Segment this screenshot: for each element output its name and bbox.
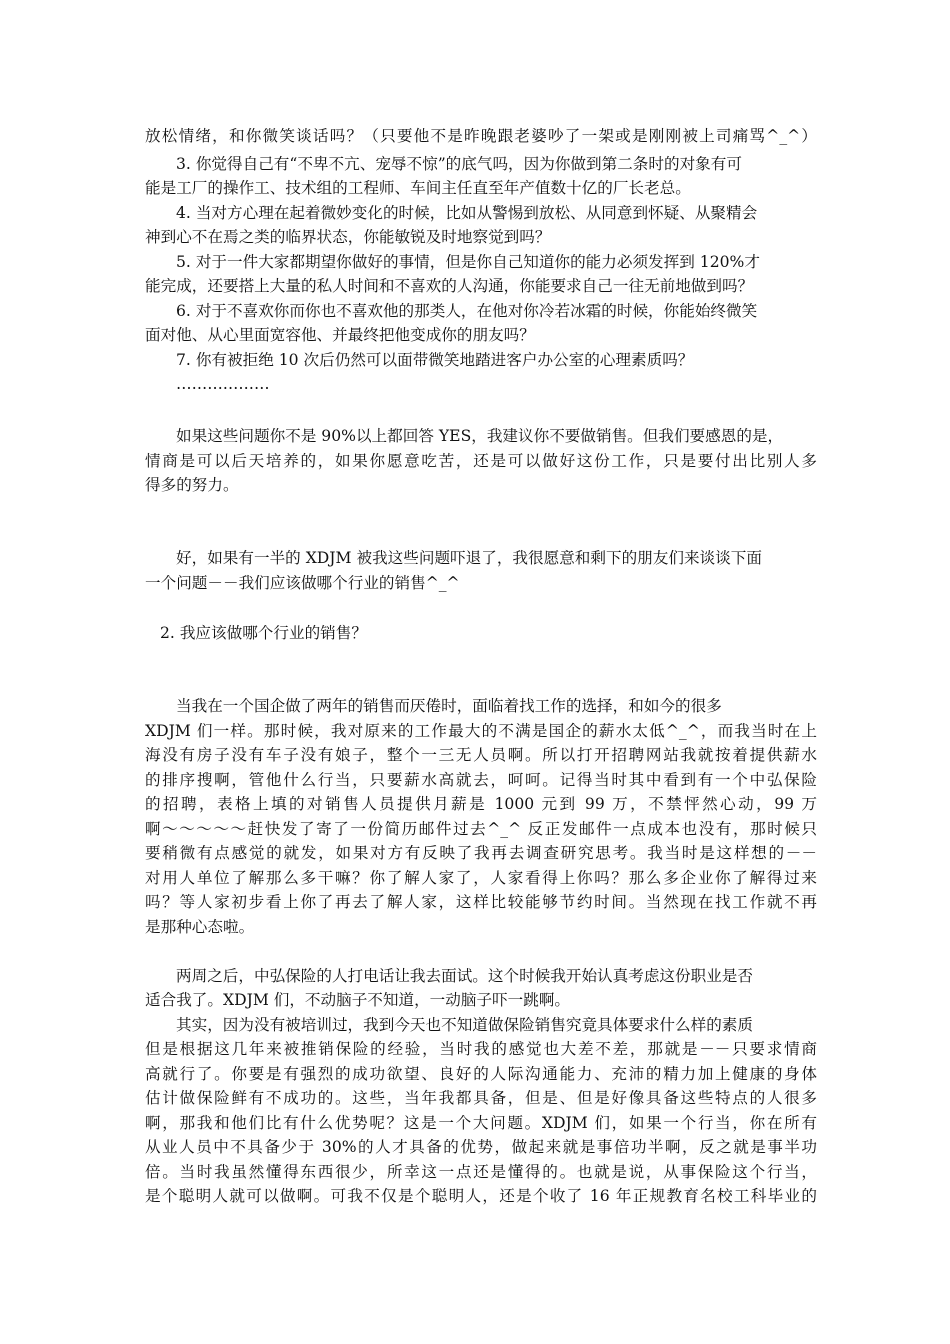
text-line: 海没有房子没有车子没有娘子，整个一三无人员啊。所以打开招聘网站我就按着提供薪水 <box>145 746 817 764</box>
text-line: 是个聪明人就可以做啊。可我不仅是个聪明人，还是个收了 16 年正规教育名校工科毕业的 <box>145 1187 817 1205</box>
question-3: 3. 你觉得自己有“不卑不亢、宠辱不惊”的底气吗，因为你做到第二条时的对象有可 <box>176 155 742 173</box>
text-line: 的招聘，表格上填的对销售人员提供月薪是 1000 元到 99 万，不禁怦然心动，99 万 <box>145 795 817 813</box>
text-line: 放松情绪，和你微笑谈话吗？（只要他不是昨晚跟老婆吵了一架或是刚刚被上司痛骂^_^） <box>145 127 817 145</box>
paragraph-start: 两周之后，中弘保险的人打电话让我去面试。这个时候我开始认真考虑这份职业是否 <box>176 967 753 985</box>
question-4: 4. 当对方心理在起着微妙变化的时候，比如从警惕到放松、从同意到怀疑、从聚精会 <box>176 204 758 222</box>
text-line: 啊，那我和他们比有什么优势呢？这是一个大问题。XDJM 们，如果一个行当，你在所有 <box>145 1114 817 1132</box>
text-line: 倍。当时我虽然懂得东西很少，所幸这一点还是懂得的。也就是说，从事保险这个行当， <box>145 1163 817 1181</box>
text-line: 要稍微有点感觉的就发，如果对方有反映了我再去调查研究思考。我当时是这样想的－－ <box>145 844 817 862</box>
question-6: 6. 对于不喜欢你而你也不喜欢他的那类人，在他对你冷若冰霜的时候，你能始终微笑 <box>176 302 758 320</box>
text-line: 对用人单位了解那么多干嘛？你了解人家了，人家看得上你吗？那么多企业你了解得过来 <box>145 869 817 887</box>
text-line: 情商是可以后天培养的，如果你愿意吃苦，还是可以做好这份工作，只是要付出比别人多 <box>145 452 817 470</box>
text-line: 能是工厂的操作工、技术组的工程师、车间主任直至年产值数十亿的厂长老总。 <box>145 179 691 197</box>
text-line: 吗？等人家初步看上你了再去了解人家，这样比较能够节约时间。当然现在找工作就不再 <box>145 893 817 911</box>
text-line: 一个问题－－我们应该做哪个行业的销售^_^ <box>145 574 460 592</box>
paragraph-start: 其实，因为没有被培训过，我到今天也不知道做保险销售究竟具体要求什么样的素质 <box>176 1016 753 1034</box>
text-line: 能完成，还要搭上大量的私人时间和不喜欢的人沟通，你能要求自己一往无前地做到吗？ <box>145 277 754 295</box>
paragraph-start: 如果这些问题你不是 90%以上都回答 YES，我建议你不要做销售。但我们要感恩的是， <box>176 427 784 445</box>
text-line: 是那种心态啦。 <box>145 918 255 936</box>
ellipsis: ……………… <box>176 375 270 393</box>
text-line: 从业人员中不具备少于 30%的人才具备的优势，做起来就是事倍功半啊，反之就是事半功 <box>145 1138 817 1156</box>
section-heading: 2. 我应该做哪个行业的销售？ <box>160 624 367 642</box>
question-5: 5. 对于一件大家都期望你做好的事情，但是你自己知道你的能力必须发挥到 120%才 <box>176 253 760 271</box>
question-7: 7. 你有被拒绝 10 次后仍然可以面带微笑地踏进客户办公室的心理素质吗？ <box>176 351 694 369</box>
text-line: 神到心不在焉之类的临界状态，你能敏锐及时地察觉到吗？ <box>145 228 551 246</box>
text-line: XDJM 们一样。那时候，我对原来的工作最大的不满是国企的薪水太低^_^，而我当时在上 <box>145 722 817 740</box>
text-line: 估计做保险鲜有不成功的。这些，当年我都具备，但是、但是好像具备这些特点的人很多 <box>145 1089 817 1107</box>
text-line: 得多的努力。 <box>145 476 239 494</box>
text-line: 的排序搜啊，管他什么行当，只要薪水高就去，呵呵。记得当时其中看到有一个中弘保险 <box>145 771 817 789</box>
text-line: 啊～～～～～赶快发了寄了一份简历邮件过去^_^ 反正发邮件一点成本也没有，那时候只 <box>145 820 817 838</box>
text-line: 高就行了。你要是有强烈的成功欲望、良好的人际沟通能力、充沛的精力加上健康的身体 <box>145 1065 817 1083</box>
text-line: 但是根据这几年来被推销保险的经验，当时我的感觉也大差不差，那就是－－只要求情商 <box>145 1040 817 1058</box>
text-line: 适合我了。XDJM 们，不动脑子不知道，一动脑子吓一跳啊。 <box>145 991 571 1009</box>
text-line: 面对他、从心里面宽容他、并最终把他变成你的朋友吗？ <box>145 326 535 344</box>
paragraph-start: 好，如果有一半的 XDJM 被我这些问题吓退了，我很愿意和剩下的朋友们来谈谈下面 <box>176 549 762 567</box>
paragraph-start: 当我在一个国企做了两年的销售而厌倦时，面临着找工作的选择，和如今的很多 <box>176 697 722 715</box>
